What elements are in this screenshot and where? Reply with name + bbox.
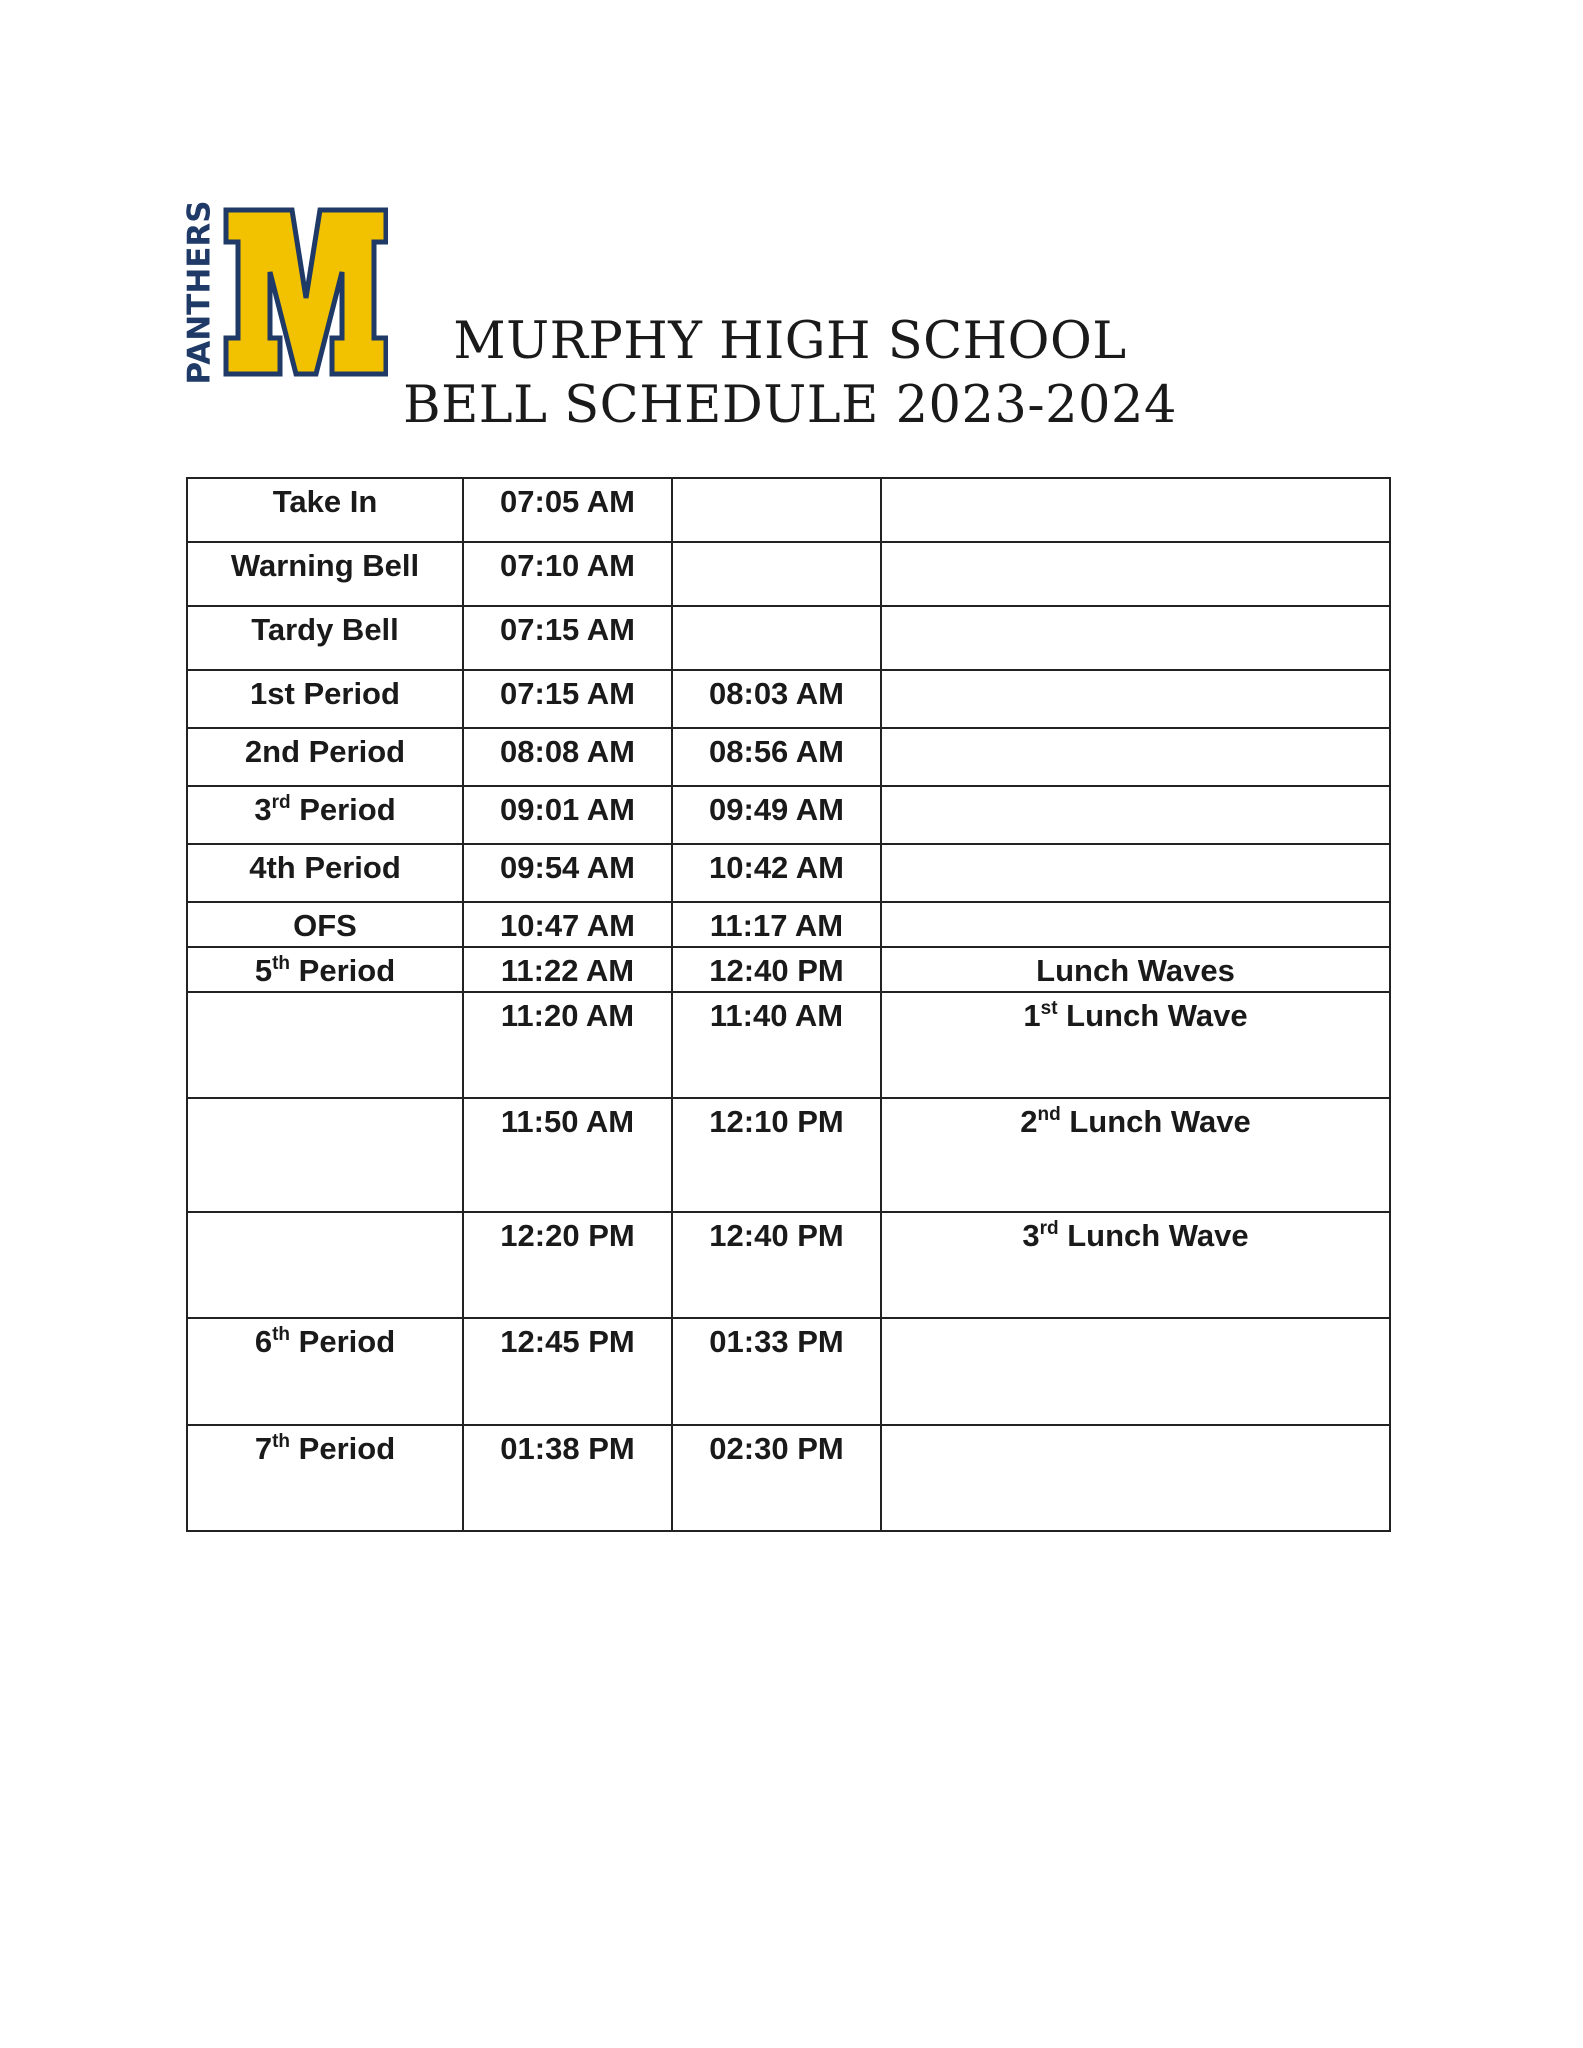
note-cell	[881, 902, 1390, 947]
note-cell: Lunch Waves	[881, 947, 1390, 992]
m-letter-shape	[226, 210, 386, 374]
end-time	[672, 606, 881, 670]
start-time: 12:45 PM	[463, 1318, 672, 1425]
start-time: 11:22 AM	[463, 947, 672, 992]
end-time: 11:17 AM	[672, 902, 881, 947]
period-label: Tardy Bell	[187, 606, 463, 670]
end-time: 08:03 AM	[672, 670, 881, 728]
table-row	[187, 947, 1390, 992]
period-label	[187, 992, 463, 1098]
end-time: 12:10 PM	[672, 1098, 881, 1212]
period-label: 2nd Period	[187, 728, 463, 786]
start-time: 11:50 AM	[463, 1098, 672, 1212]
note-cell	[881, 844, 1390, 902]
period-label: 1st Period	[187, 670, 463, 728]
period-label	[187, 1212, 463, 1318]
start-time: 08:08 AM	[463, 728, 672, 786]
table-row	[187, 728, 1390, 786]
table-row	[187, 1425, 1390, 1531]
end-time: 09:49 AM	[672, 786, 881, 844]
table-row	[187, 992, 1390, 1098]
note-cell	[881, 1425, 1390, 1531]
end-time: 12:40 PM	[672, 947, 881, 992]
table-row	[187, 606, 1390, 670]
note-cell	[881, 670, 1390, 728]
period-label: Take In	[187, 478, 463, 542]
table-row	[187, 478, 1390, 542]
note-cell	[881, 542, 1390, 606]
end-time: 11:40 AM	[672, 992, 881, 1098]
end-time: 02:30 PM	[672, 1425, 881, 1531]
start-time: 07:15 AM	[463, 670, 672, 728]
start-time: 01:38 PM	[463, 1425, 672, 1531]
end-time: 10:42 AM	[672, 844, 881, 902]
period-label: 4th Period	[187, 844, 463, 902]
logo-wordmark: PANTHERS	[181, 199, 218, 385]
note-cell	[881, 728, 1390, 786]
end-time	[672, 478, 881, 542]
table-row	[187, 786, 1390, 844]
end-time: 08:56 AM	[672, 728, 881, 786]
start-time: 12:20 PM	[463, 1212, 672, 1318]
period-label: 7th Period	[187, 1425, 463, 1531]
school-logo	[181, 199, 388, 385]
start-time: 10:47 AM	[463, 902, 672, 947]
table-row	[187, 902, 1390, 947]
start-time: 09:54 AM	[463, 844, 672, 902]
start-time: 09:01 AM	[463, 786, 672, 844]
table-row	[187, 844, 1390, 902]
table-row	[187, 1212, 1390, 1318]
bell-schedule-table	[186, 477, 1391, 1532]
title-school-name: MURPHY HIGH SCHOOL	[453, 312, 1127, 371]
start-time: 07:05 AM	[463, 478, 672, 542]
end-time: 01:33 PM	[672, 1318, 881, 1425]
period-label	[187, 1098, 463, 1212]
title-schedule-year: BELL SCHEDULE 2023-2024	[403, 376, 1177, 435]
note-cell: 2nd Lunch Wave	[881, 1098, 1390, 1212]
period-label: 6th Period	[187, 1318, 463, 1425]
period-label: 5th Period	[187, 947, 463, 992]
start-time: 11:20 AM	[463, 992, 672, 1098]
period-label: 3rd Period	[187, 786, 463, 844]
note-cell	[881, 606, 1390, 670]
note-cell	[881, 1318, 1390, 1425]
page-title	[400, 310, 1180, 438]
period-label: Warning Bell	[187, 542, 463, 606]
start-time: 07:15 AM	[463, 606, 672, 670]
table-row	[187, 542, 1390, 606]
period-label: OFS	[187, 902, 463, 947]
note-cell: 3rd Lunch Wave	[881, 1212, 1390, 1318]
end-time: 12:40 PM	[672, 1212, 881, 1318]
note-cell	[881, 478, 1390, 542]
note-cell: 1st Lunch Wave	[881, 992, 1390, 1098]
table-row	[187, 670, 1390, 728]
end-time	[672, 542, 881, 606]
table-row	[187, 1098, 1390, 1212]
table-row	[187, 1318, 1390, 1425]
note-cell	[881, 786, 1390, 844]
start-time: 07:10 AM	[463, 542, 672, 606]
